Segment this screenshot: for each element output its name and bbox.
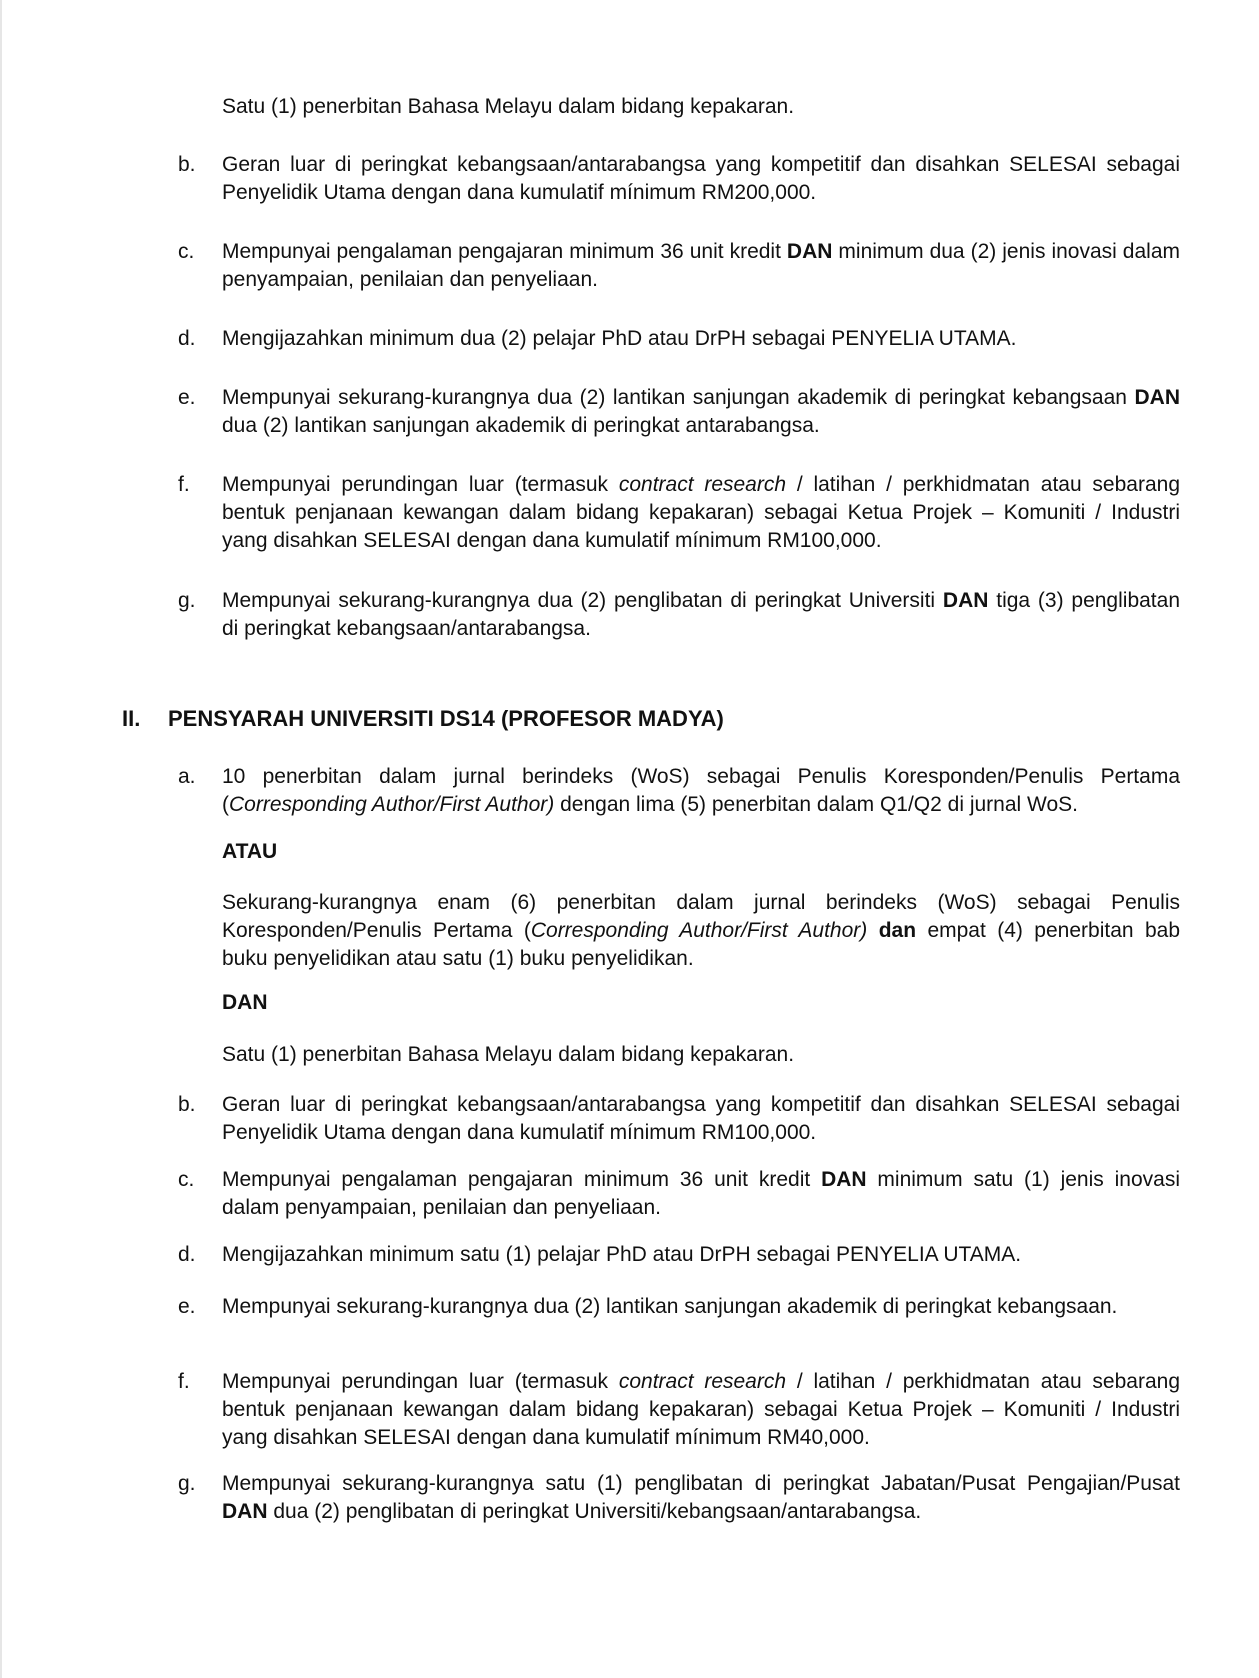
item-label: c.: [178, 1168, 195, 1191]
item-label: e.: [178, 1295, 196, 1318]
criteria-item-c: [178, 238, 1180, 294]
atau-label: ATAU: [222, 840, 278, 863]
item-text: Geran luar di peringkat kebangsaan/antarabangsa yang kompetitif dan disahkan SELESAI sebagai Penyelidik Utama dengan dana kumulatif mínimum RM100,000.: [222, 1093, 1180, 1144]
item-label: c.: [178, 240, 195, 263]
alternative-paragraph: Sekurang-kurangnya enam (6) penerbitan dalam jurnal berindeks (WoS) sebagai Penulis Koresponden/Penulis Pertama (Corresponding Author/First Author) dan empat (4) penerbitan bab buku penyelidikan atau satu (1) buku penyelidikan.: [222, 891, 1181, 970]
item-label: a.: [178, 765, 196, 788]
item-text: Mengijazahkan minimum satu (1) pelajar PhD atau DrPH sebagai PENYELIA UTAMA.: [222, 1243, 1022, 1266]
criteria-item-d: [178, 325, 1180, 353]
item-label: d.: [178, 1243, 196, 1266]
section-title: PENSYARAH UNIVERSITI DS14 (PROFESOR MADYA): [168, 706, 724, 731]
item-text: Geran luar di peringkat kebangsaan/antarabangsa yang kompetitif dan disahkan SELESAI sebagai Penyelidik Utama dengan dana kumulatif mínimum RM200,000.: [222, 153, 1180, 204]
criteria-item-g: [178, 587, 1180, 643]
criteria-item-g-2: [178, 1470, 1180, 1526]
item-label: d.: [178, 327, 196, 350]
criteria-item-c-2: [178, 1166, 1180, 1222]
item-label: f.: [178, 473, 190, 496]
item-text: Mengijazahkan minimum dua (2) pelajar PhD atau DrPH sebagai PENYELIA UTAMA.: [222, 327, 1017, 350]
page-edge: [0, 0, 2, 1678]
item-label: e.: [178, 386, 196, 409]
criteria-item-e-2: [178, 1293, 1180, 1321]
criteria-item-d-2: [178, 1241, 1180, 1269]
item-text: Mempunyai pengalaman pengajaran minimum 36 unit kredit DAN minimum satu (1) jenis inovasi dalam penyampaian, penilaian dan penyeliaan.: [222, 1168, 1180, 1219]
intro-paragraph: Satu (1) penerbitan Bahasa Melayu dalam bidang kepakaran.: [222, 95, 795, 118]
item-text: Mempunyai perundingan luar (termasuk contract research / latihan / perkhidmatan atau sebarang bentuk penjanaan kewangan dalam bidang kepakaran) sebagai Ketua Projek – Komuniti / Industri yang disahkan SELESAI dengan dana kumulatif mínimum RM100,000.: [222, 473, 1180, 552]
item-text: Mempunyai pengalaman pengajaran minimum 36 unit kredit DAN minimum dua (2) jenis inovasi dalam penyampaian, penilaian dan penyeliaan.: [222, 240, 1180, 291]
criteria-item-f-2: [178, 1368, 1180, 1452]
criteria-item-b-2: [178, 1091, 1180, 1147]
section-heading: [122, 705, 724, 733]
item-text: 10 penerbitan dalam jurnal berindeks (WoS) sebagai Penulis Koresponden/Penulis Pertama (Corresponding Author/First Author) dengan lima (5) penerbitan dalam Q1/Q2 di jurnal WoS.: [222, 765, 1180, 816]
criteria-item-a: [178, 763, 1180, 819]
item-label: b.: [178, 1093, 196, 1116]
item-text: Mempunyai perundingan luar (termasuk contract research / latihan / perkhidmatan atau sebarang bentuk penjanaan kewangan dalam bidang kepakaran) sebagai Ketua Projek – Komuniti / Industri yang disahkan SELESAI dengan dana kumulatif mínimum RM40,000.: [222, 1370, 1180, 1449]
item-label: f.: [178, 1370, 190, 1393]
item-text: Mempunyai sekurang-kurangnya dua (2) lantikan sanjungan akademik di peringkat kebangsaan DAN dua (2) lantikan sanjungan akademik di peringkat antarabangsa.: [222, 386, 1180, 437]
item-text: Mempunyai sekurang-kurangnya dua (2) lantikan sanjungan akademik di peringkat kebangsaan.: [222, 1295, 1118, 1318]
item-label: g.: [178, 1472, 196, 1495]
intro-paragraph-2: Satu (1) penerbitan Bahasa Melayu dalam bidang kepakaran.: [222, 1043, 795, 1066]
section-number: II.: [122, 706, 141, 731]
dan-label: DAN: [222, 991, 268, 1014]
criteria-item-f: [178, 471, 1180, 555]
item-label: g.: [178, 589, 196, 612]
item-text: Mempunyai sekurang-kurangnya satu (1) penglibatan di peringkat Jabatan/Pusat Pengajian/Pusat DAN dua (2) penglibatan di peringkat Universiti/kebangsaan/antarabangsa.: [222, 1472, 1180, 1523]
item-text: Mempunyai sekurang-kurangnya dua (2) penglibatan di peringkat Universiti DAN tiga (3) penglibatan di peringkat kebangsaan/antarabangsa.: [222, 589, 1180, 640]
criteria-item-b: [178, 151, 1180, 207]
item-label: b.: [178, 153, 196, 176]
criteria-item-e: [178, 384, 1180, 440]
